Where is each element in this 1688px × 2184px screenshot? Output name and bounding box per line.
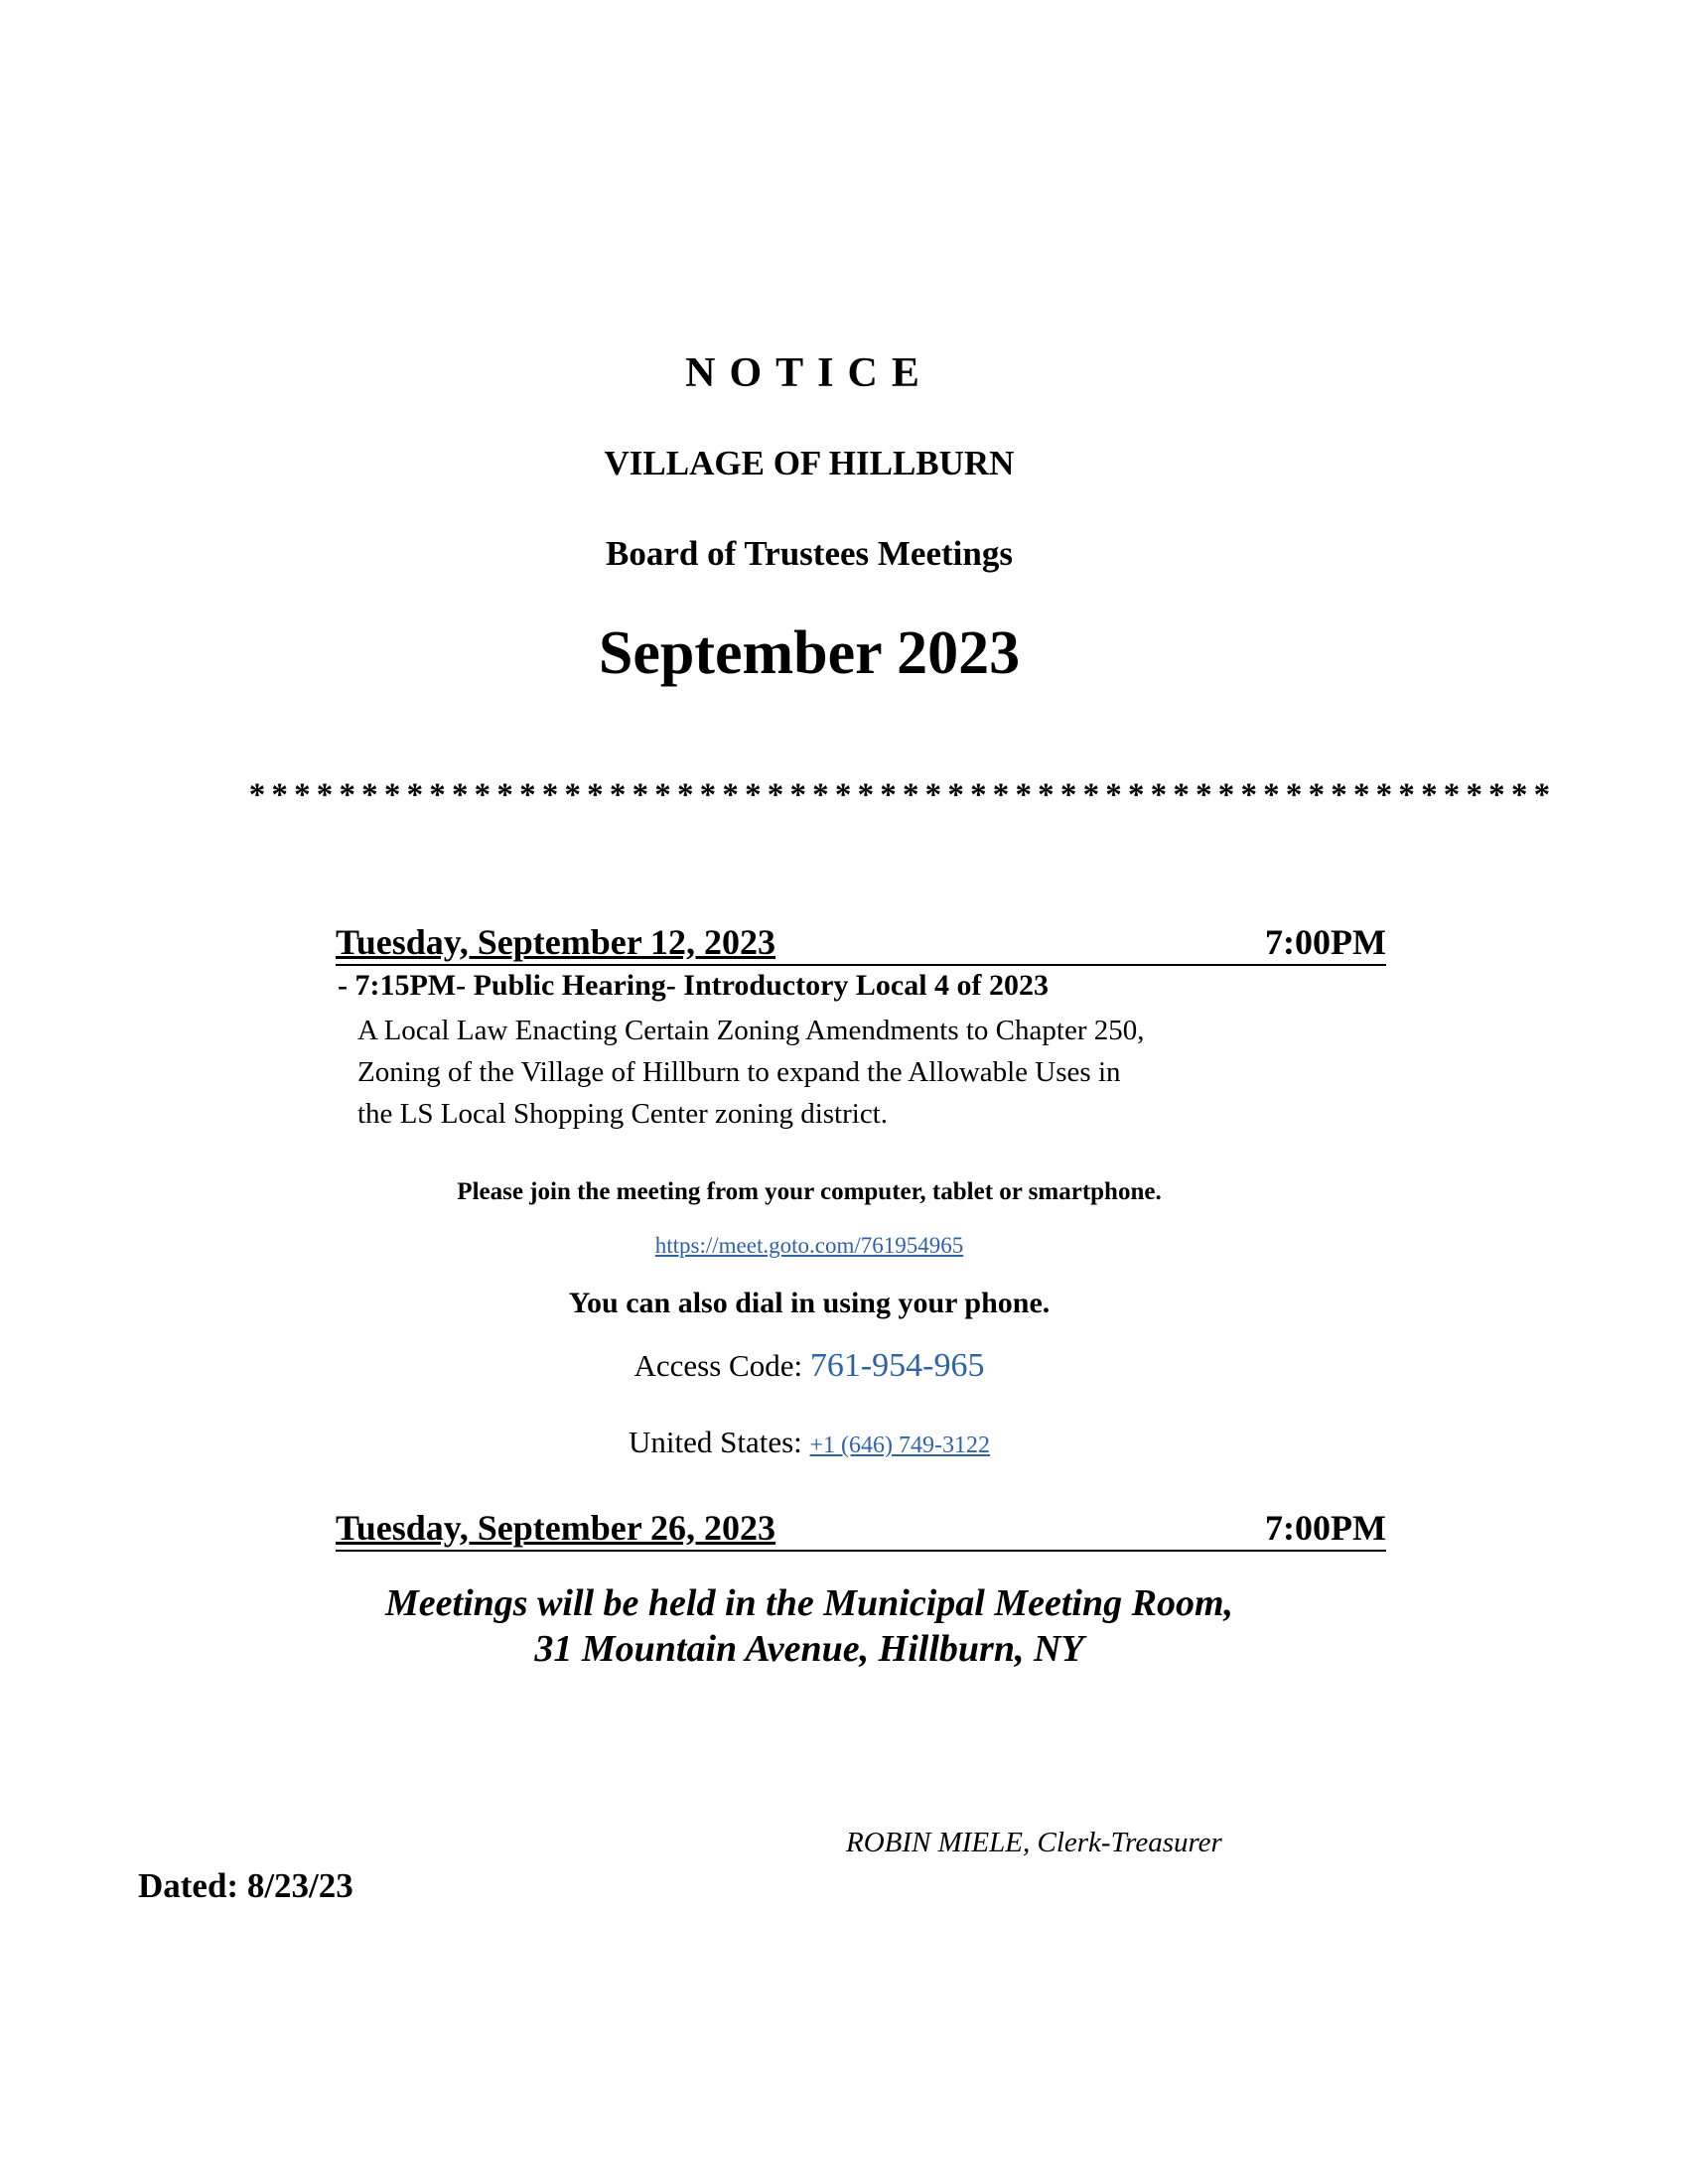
description-line: A Local Law Enacting Certain Zoning Amendments to Chapter 250, (357, 1015, 1145, 1046)
meeting-row-2 (336, 1506, 1386, 1552)
location-line-1: Meetings will be held in the Municipal Meeting Room, (384, 1582, 1234, 1624)
meeting-time: 7:00PM (1265, 1508, 1386, 1548)
location-line-2: 31 Mountain Avenue, Hillburn, NY (534, 1628, 1084, 1670)
meeting-link[interactable]: https://meet.goto.com/761954965 (654, 1233, 964, 1258)
phone-line (0, 1425, 1618, 1460)
meeting-location (0, 1580, 1618, 1672)
meeting-subtitle: Board of Trustees Meetings (606, 534, 1013, 573)
meeting-row-1 (336, 920, 1386, 966)
phone-label: United States: (628, 1425, 802, 1459)
access-code-line (0, 1347, 1618, 1385)
organization-name: VILLAGE OF HILLBURN (604, 444, 1015, 482)
month-heading: September 2023 (598, 619, 1021, 687)
meeting-date: Tuesday, September 26, 2023 (336, 1508, 776, 1548)
dial-in-instructions: You can also dial in using your phone. (568, 1287, 1051, 1319)
public-hearing-line: - 7:15PM- Public Hearing- Introductory Local 4 of 2023 (338, 969, 1050, 1002)
meeting-time: 7:00PM (1265, 922, 1386, 962)
local-law-description (357, 1010, 1251, 1135)
access-code-value: 761-954-965 (809, 1347, 985, 1384)
notice-title: NOTICE (685, 350, 933, 396)
clerk-signature: ROBIN MIELE, Clerk-Treasurer (846, 1827, 1222, 1858)
description-line: the LS Local Shopping Center zoning district. (357, 1098, 888, 1130)
description-line: Zoning of the Village of Hillburn to expand the Allowable Uses in (357, 1056, 1121, 1088)
access-code-label: Access Code: (633, 1348, 803, 1383)
meeting-date: Tuesday, September 12, 2023 (336, 922, 776, 962)
phone-number-link[interactable]: +1 (646) 749-3122 (809, 1433, 991, 1458)
dated-line: Dated: 8/23/23 (138, 1866, 353, 1905)
join-instructions: Please join the meeting from your computer, tablet or smartphone. (457, 1178, 1162, 1205)
asterisk-separator: ********************************************************** (248, 777, 1557, 813)
